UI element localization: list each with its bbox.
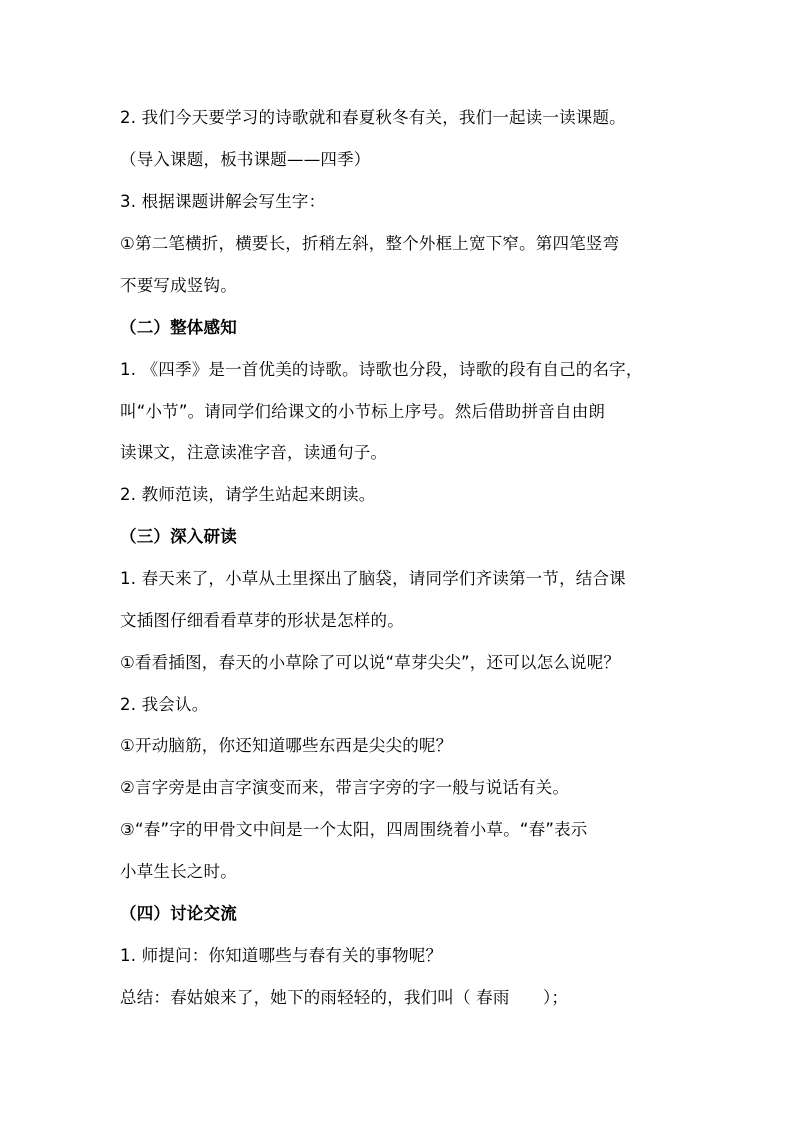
paragraph-line: ①第二笔横折，横要长，折稍左斜，整个外框上宽下窄。第四笔竖弯 <box>120 234 620 253</box>
section-heading: （三）深入研读 <box>120 527 237 546</box>
section-heading: （四）讨论交流 <box>120 904 237 923</box>
paragraph-line: 小草生长之时。 <box>120 862 237 881</box>
paragraph-line: 读课文，注意读准字音，读通句子。 <box>120 443 388 462</box>
paragraph-line: 1. 《四季》是一首优美的诗歌。诗歌也分段，诗歌的段有自己的名字， <box>120 360 643 379</box>
paragraph-line: 2. 教师范读，请学生站起来朗读。 <box>120 485 376 504</box>
paragraph-line: 总结：春姑娘来了，她下的雨轻轻的，我们叫（ 春雨 ）； <box>120 988 569 1007</box>
section-heading: （二）整体感知 <box>120 318 237 337</box>
paragraph-line: 不要写成竖钩。 <box>120 276 237 295</box>
paragraph-line: 1. 师提问：你知道哪些与春有关的事物呢？ <box>120 946 443 965</box>
paragraph-line: 叫“小节”。请同学们给课文的小节标上序号。然后借助拼音自由朗 <box>120 402 606 421</box>
paragraph-line: 2. 我们今天要学习的诗歌就和春夏秋冬有关，我们一起读一读课题。 <box>120 108 626 127</box>
paragraph-line: 1. 春天来了，小草从土里探出了脑袋，请同学们齐读第一节，结合课 <box>120 569 626 588</box>
paragraph-line: 文插图仔细看看草芽的形状是怎样的。 <box>120 611 404 630</box>
paragraph-line: ②言字旁是由言字演变而来，带言字旁的字一般与说话有关。 <box>120 778 570 797</box>
paragraph-line: ①看看插图，春天的小草除了可以说“草芽尖尖”，还可以怎么说呢？ <box>120 653 621 672</box>
paragraph-line: 3. 根据课题讲解会写生字： <box>120 192 326 211</box>
paragraph-line: ③“春”字的甲骨文中间是一个太阳，四周围绕着小草。“春”表示 <box>120 820 588 839</box>
paragraph-line: 2. 我会认。 <box>120 695 209 714</box>
paragraph-line: ①开动脑筋，你还知道哪些东西是尖尖的呢？ <box>120 736 453 755</box>
paragraph-line: （导入课题，板书课题——四季） <box>120 150 371 169</box>
